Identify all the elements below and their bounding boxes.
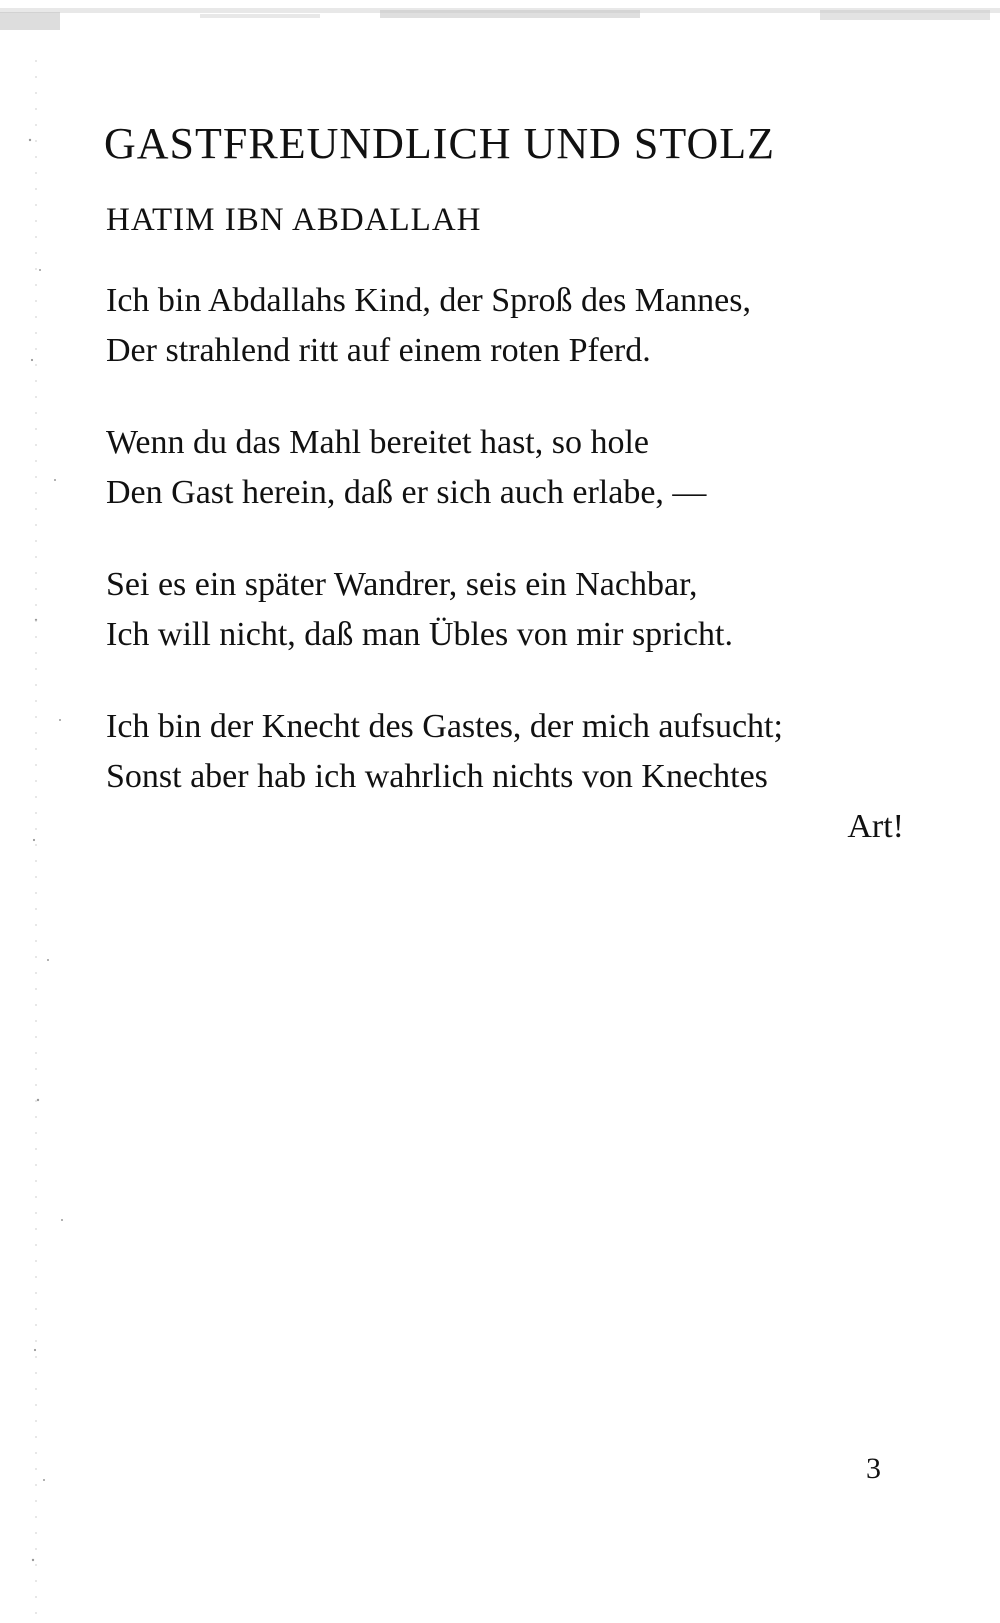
poem-author: HATIM IBN ABDALLAH <box>106 202 482 238</box>
scan-noise-left-margin <box>0 60 110 1623</box>
verse-line-continuation: Art! <box>847 808 904 845</box>
verse-line: Ich bin der Knecht des Gastes, der mich aufsucht; <box>106 708 783 745</box>
poem-body <box>106 276 906 894</box>
stanza <box>106 276 906 376</box>
verse-line: Sonst aber hab ich wahrlich nichts von Knechtes <box>106 758 768 795</box>
verse-line: Sei es ein später Wandrer, seis ein Nachbar, <box>106 566 698 603</box>
verse-line: Der strahlend ritt auf einem roten Pferd. <box>106 332 651 369</box>
page-number: 3 <box>866 1452 881 1485</box>
poem-title: GASTFREUNDLICH UND STOLZ <box>104 119 775 168</box>
verse-line: Den Gast herein, daß er sich auch erlabe, — <box>106 474 707 511</box>
verse-line: Wenn du das Mahl bereitet hast, so hole <box>106 424 650 461</box>
scan-noise-top <box>0 0 1000 60</box>
verse-line: Ich will nicht, daß man Übles von mir spricht. <box>106 616 733 653</box>
stanza <box>106 560 906 660</box>
stanza <box>106 702 906 852</box>
stanza <box>106 418 906 518</box>
verse-line: Ich bin Abdallahs Kind, der Sproß des Mannes, <box>106 282 751 319</box>
